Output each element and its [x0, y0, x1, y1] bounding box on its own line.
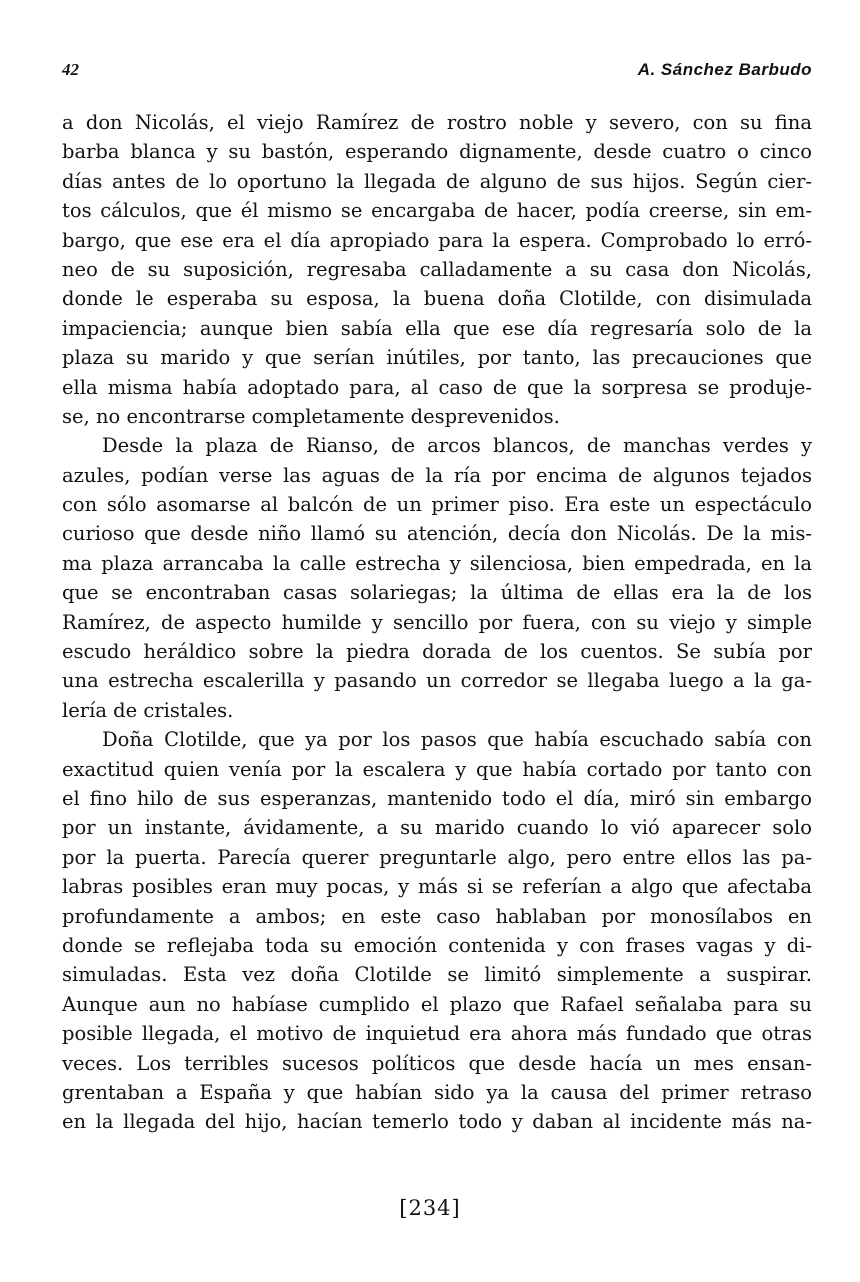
body-text — [62, 108, 812, 1137]
text-line: tos cálculos, que él mismo se encargaba de hacer, podía creerse, sin em- — [62, 199, 812, 223]
text-line: ma plaza arrancaba la calle estrecha y silenciosa, bien empedrada, en la — [62, 551, 812, 575]
text-line: plaza su marido y que serían inútiles, por tanto, las precauciones que — [62, 346, 812, 370]
text-line: donde se reflejaba toda su emoción contenida y con frases vagas y di- — [62, 933, 812, 957]
text-line: con sólo asomarse al balcón de un primer piso. Era este un espectáculo — [62, 493, 812, 517]
text-line: a don Nicolás, el viejo Ramírez de rostro noble y severo, con su fina — [62, 111, 812, 134]
text-line: días antes de lo oportuno la llegada de alguno de sus hijos. Según cier- — [62, 169, 812, 193]
text-line: lería de cristales. — [62, 698, 234, 722]
text-line: en la llegada del hijo, hacían temerlo todo y daban al incidente más na- — [62, 1110, 812, 1134]
text-line: una estrecha escalerilla y pasando un corredor se llegaba luego a la ga- — [62, 669, 812, 693]
text-line: se, no encontrarse completamente desprevenidos. — [62, 404, 560, 428]
text-line: Ramírez, de aspecto humilde y sencillo por fuera, con su viejo y simple — [62, 610, 812, 634]
text-line: barba blanca y su bastón, esperando dignamente, desde cuatro o cinco — [62, 140, 812, 164]
text-line: curioso que desde niño llamó su atención, decía don Nicolás. De la mis- — [62, 522, 812, 546]
text-line: por la puerta. Parecía querer preguntarle algo, pero entre ellos las pa- — [62, 845, 812, 869]
paragraph-3 — [62, 725, 812, 1136]
paragraph-1 — [62, 108, 812, 431]
text-line: bargo, que ese era el día apropiado para la espera. Comprobado lo erró- — [62, 228, 812, 252]
text-line: neo de su suposición, regresaba calladamente a su casa don Nicolás, — [62, 257, 812, 281]
folio-number: 42 — [62, 60, 79, 79]
text-line: simuladas. Esta vez doña Clotilde se limitó simplemente a suspirar. — [62, 963, 812, 987]
text-line: Desde la plaza de Rianso, de arcos blancos, de manchas verdes y — [102, 434, 812, 458]
text-line: grentaban a España y que habían sido ya la causa del primer retraso — [62, 1080, 812, 1104]
text-line: profundamente a ambos; en este caso hablaban por monosílabos en — [62, 904, 812, 928]
text-line: posible llegada, el motivo de inquietud era ahora más fundado que otras — [62, 1022, 812, 1046]
running-head-author: A. Sánchez Barbudo — [637, 60, 812, 79]
text-line: labras posibles eran muy pocas, y más si se referían a algo que afectaba — [62, 875, 812, 899]
text-line: Aunque aun no habíase cumplido el plazo que Rafael señalaba para su — [62, 992, 812, 1016]
paragraph-2 — [62, 431, 812, 725]
text-line: azules, podían verse las aguas de la ría por encima de algunos tejados — [62, 463, 812, 487]
text-line: que se encontraban casas solariegas; la última de ellas era la de los — [62, 581, 812, 605]
text-line: escudo heráldico sobre la piedra dorada de los cuentos. Se subía por — [62, 640, 812, 664]
text-line: ella misma había adoptado para, al caso de que la sorpresa se produje- — [62, 375, 812, 399]
running-head — [62, 60, 812, 86]
text-line: veces. Los terribles sucesos políticos que desde hacía un mes ensan- — [62, 1051, 812, 1075]
text-line: por un instante, ávidamente, a su marido cuando lo vió aparecer solo — [62, 816, 812, 840]
text-line: impaciencia; aunque bien sabía ella que ese día regresaría solo de la — [62, 316, 812, 340]
text-line: exactitud quien venía por la escalera y que había cortado por tanto con — [62, 757, 812, 781]
text-line: Doña Clotilde, que ya por los pasos que había escuchado sabía con — [102, 728, 812, 752]
text-line: el fino hilo de sus esperanzas, mantenido todo el día, miró sin embargo — [62, 786, 812, 810]
text-line: donde le esperaba su esposa, la buena doña Clotilde, con disimulada — [62, 287, 812, 311]
page-number: [234] — [399, 1196, 461, 1220]
